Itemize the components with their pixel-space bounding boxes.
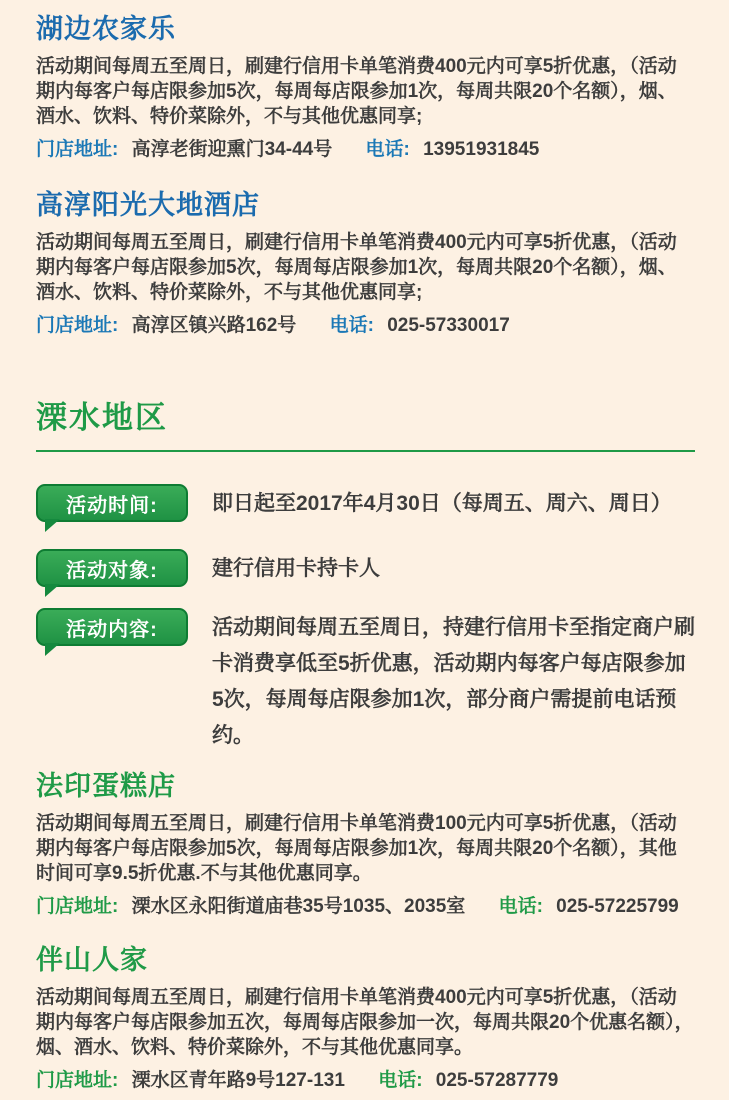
phone-label: 电话: [378,1070,423,1091]
region-title: 溧水地区 [36,400,168,435]
phone-value: 025-57225799 [556,896,679,917]
merchant-name-heading: 法印蛋糕店 [36,771,176,801]
activity-time-badge [36,484,188,522]
merchant-offer-desc: 活动期间每周五至周日，刷建行信用卡单笔消费400元内可享5折优惠，（活动期内每客户每店限参加5次，每周每店限参加1次，每周共限20个名额），烟、酒水、饮料、特价菜除外，不与其他优惠同享; [36,56,677,127]
badge-label: 活动内容: [66,618,158,641]
activity-audience-badge [36,549,188,587]
store-address-value: 高淳区镇兴路162号 [131,315,297,336]
store-address-label: 门店地址: [36,896,119,917]
merchant-offer-desc: 活动期间每周五至周日，刷建行信用卡单笔消费400元内可享5折优惠，（活动期内每客户每店限参加5次，每周每店限参加1次，每周共限20个名额），烟、酒水、饮料、特价菜除外，不与其他优惠同享; [36,232,677,303]
store-address-label: 门店地址: [36,139,119,160]
phone-value: 13951931845 [423,139,540,160]
merchant-contact-line [36,137,695,162]
merchant-offer-desc: 活动期间每周五至周日，刷建行信用卡单笔消费100元内可享5折优惠，（活动期内每客户每店限参加5次，每周每店限参加1次，每周共限20个名额），其他时间可享9.5折优惠.不与其他优惠同享。 [36,813,677,884]
activity-content-badge [36,608,188,646]
merchant-block-fayin-cake [36,770,695,919]
store-address-label: 门店地址: [36,315,119,336]
merchant-block-hubian [36,13,695,162]
merchant-name-heading: 高淳阳光大地酒店 [36,190,260,220]
merchant-contact-line [36,894,695,919]
activity-audience-text: 建行信用卡持卡人 [212,557,380,580]
store-address-label: 门店地址: [36,1070,119,1091]
merchant-name-heading: 湖边农家乐 [36,14,176,44]
merchant-block-gaochun-hotel [36,189,695,338]
merchant-contact-line [36,1068,695,1093]
info-row-activity-time [36,484,695,522]
badge-label: 活动对象: [66,559,158,582]
badge-label: 活动时间: [66,494,158,517]
merchant-contact-line [36,313,695,338]
activity-content-text: 活动期间每周五至周日，持建行信用卡至指定商户刷卡消费享低至5折优惠，活动期内每客户每店限参加5次，每周每店限参加1次，部分商户需提前电话预约。 [212,616,695,747]
info-row-activity-audience [36,549,695,587]
phone-value: 025-57287779 [435,1070,559,1091]
section-divider [36,450,695,452]
phone-label: 电话: [365,139,410,160]
phone-value: 025-57330017 [387,315,510,336]
store-address-value: 溧水区青年路9号127-131 [131,1070,345,1091]
store-address-value: 溧水区永阳街道庙巷35号1035、2035室 [131,896,466,917]
merchant-name-heading: 伴山人家 [36,945,148,975]
info-row-activity-content [36,608,695,754]
phone-label: 电话: [329,315,374,336]
merchant-block-banshan [36,944,695,1093]
phone-label: 电话: [498,896,543,917]
merchant-offer-desc: 活动期间每周五至周日，刷建行信用卡单笔消费400元内可享5折优惠，（活动期内每客户每店限参加五次，每周每店限参加一次，每周共限20个优惠名额），烟、酒水、饮料、特价菜除外，不与其他优惠同享。 [36,987,694,1058]
store-address-value: 高淳老街迎熏门34-44号 [131,139,333,160]
activity-time-text: 即日起至2017年4月30日（每周五、周六、周日） [212,492,672,515]
